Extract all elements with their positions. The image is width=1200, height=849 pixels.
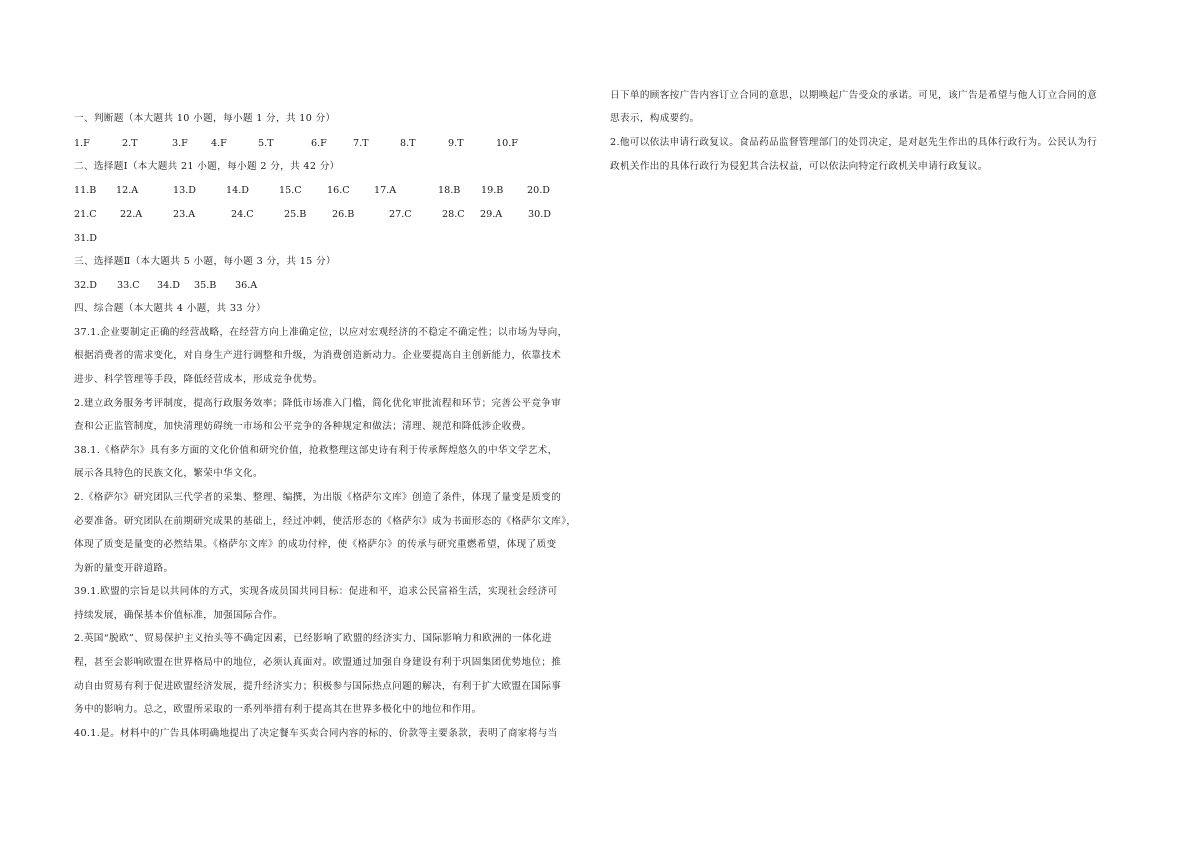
answer-4: 4.F xyxy=(211,138,227,149)
answer-8: 8.T xyxy=(400,138,416,149)
answer-11: 11.B xyxy=(74,185,97,196)
paragraph-line: 体现了质变是量变的必然结果。《格萨尔文库》的成功付梓，使《格萨尔》的传承与研究重燃希望，体现了质变 xyxy=(74,539,557,550)
section1-title: 一、判断题（本大题共 10 小题，每小题 1 分，共 10 分） xyxy=(74,113,336,124)
answer-20: 20.D xyxy=(527,185,550,196)
answer-3: 3.F xyxy=(172,138,188,149)
answer-36: 36.A xyxy=(235,280,258,291)
answer-34: 34.D xyxy=(157,280,180,291)
answer-17: 17.A xyxy=(374,185,397,196)
paragraph-line: 进步、科学管理等手段，降低经营成本，形成竞争优势。 xyxy=(74,374,323,385)
paragraph-line: 必要准备。研究团队在前期研究成果的基础上，经过冲刺，使活形态的《格萨尔》成为书面形态的《格萨尔文库》， xyxy=(74,516,577,527)
paragraph-line: 2.英国“脱欧”、贸易保护主义抬头等不确定因素，已经影响了欧盟的经济实力、国际影响力和欧洲的一体化进 xyxy=(74,633,552,644)
paragraph-line: 务中的影响力。总之，欧盟所采取的一系列举措有利于提高其在世界多极化中的地位和作用。 xyxy=(74,704,482,715)
answer-1: 1.F xyxy=(74,138,90,149)
answer-5: 5.T xyxy=(258,138,274,149)
answer-35: 35.B xyxy=(194,280,217,291)
answer-31: 31.D xyxy=(74,233,97,244)
paragraph-line: 日下单的顾客按广告内容订立合同的意思，以期唤起广告受众的承诺。可见，该广告是希望与他人订立合同的意 xyxy=(610,90,1098,101)
paragraph-line: 思表示，构成要约。 xyxy=(610,113,700,124)
paragraph-line: 为新的量变开辟道路。 xyxy=(74,563,174,574)
paragraph-line: 40.1.是。材料中的广告具体明确地提出了决定餐车买卖合同内容的标的、价款等主要条款，表明了商家将与当 xyxy=(74,728,558,739)
answer-22: 22.A xyxy=(120,209,143,220)
answer-32: 32.D xyxy=(74,280,97,291)
answer-10: 10.F xyxy=(496,138,518,149)
answer-24: 24.C xyxy=(231,209,254,220)
paragraph-line: 根据消费者的需求变化，对自身生产进行调整和升级，为消费创造新动力。企业要提高自主创新能力，依靠技术 xyxy=(74,350,562,361)
answer-29: 29.A xyxy=(480,209,503,220)
answer-21: 21.C xyxy=(74,209,97,220)
paragraph-line: 2.他可以依法申请行政复议。食品药品监督管理部门的处罚决定，是对赵先生作出的具体行政行为。公民认为行 xyxy=(610,137,1098,148)
answer-14: 14.D xyxy=(226,185,249,196)
answer-6: 6.F xyxy=(311,138,327,149)
answer-18: 18.B xyxy=(438,185,461,196)
paragraph-line: 程，甚至会影响欧盟在世界格局中的地位，必须认真面对。欧盟通过加强自身建设有利于巩固集团优势地位；推 xyxy=(74,657,562,668)
answer-30: 30.D xyxy=(528,209,551,220)
answer-26: 26.B xyxy=(332,209,355,220)
paragraph-line: 39.1.欧盟的宗旨是以共同体的方式，实现各成员国共同目标：促进和平，追求公民富裕生活，实现社会经济可 xyxy=(74,586,558,597)
paragraph-line: 2.建立政务服务考评制度，提高行政服务效率；降低市场准入门槛，简化优化审批流程和环节；完善公平竞争审 xyxy=(74,398,562,409)
paragraph-line: 38.1.《格萨尔》具有多方面的文化价值和研究价值，抢救整理这部史诗有利于传承辉煌悠久的中华文学艺术， xyxy=(74,445,558,456)
section3-title: 三、选择题Ⅱ（本大题共 5 小题，每小题 3 分，共 15 分） xyxy=(74,256,336,267)
answer-2: 2.T xyxy=(122,138,138,149)
answer-19: 19.B xyxy=(481,185,504,196)
answer-13: 13.D xyxy=(173,185,196,196)
answer-25: 25.B xyxy=(284,209,307,220)
paragraph-line: 展示各具特色的民族文化，繁荣中华文化。 xyxy=(74,468,263,479)
paragraph-line: 37.1.企业要制定正确的经营战略，在经营方向上准确定位，以应对宏观经济的不稳定不确定性；以市场为导向， xyxy=(74,327,568,338)
section4-title: 四、综合题（本大题共 4 小题，共 33 分） xyxy=(74,303,267,314)
answer-27: 27.C xyxy=(389,209,412,220)
answer-23: 23.A xyxy=(173,209,196,220)
section2-title: 二、选择题Ⅰ（本大题共 21 小题，每小题 2 分，共 42 分） xyxy=(74,161,340,172)
answer-12: 12.A xyxy=(116,185,139,196)
answer-28: 28.C xyxy=(442,209,465,220)
paragraph-line: 查和公正监管制度，加快清理妨碍统一市场和公平竞争的各种规定和做法；清理、规范和降低涉企收费。 xyxy=(74,421,532,432)
answer-16: 16.C xyxy=(327,185,350,196)
answer-33: 33.C xyxy=(117,280,140,291)
paragraph-line: 政机关作出的具体行政行为侵犯其合法权益，可以依法向特定行政机关申请行政复议。 xyxy=(610,161,988,172)
paragraph-line: 动自由贸易有利于促进欧盟经济发展，提升经济实力；积极参与国际热点问题的解决，有利于扩大欧盟在国际事 xyxy=(74,681,562,692)
answer-7: 7.T xyxy=(353,138,369,149)
paragraph-line: 2.《格萨尔》研究团队三代学者的采集、整理、编撰，为出版《格萨尔文库》创造了条件，体现了量变是质变的 xyxy=(74,492,562,503)
paragraph-line: 持续发展，确保基本价值标准，加强国际合作。 xyxy=(74,610,283,621)
answer-15: 15.C xyxy=(279,185,302,196)
answer-9: 9.T xyxy=(448,138,464,149)
